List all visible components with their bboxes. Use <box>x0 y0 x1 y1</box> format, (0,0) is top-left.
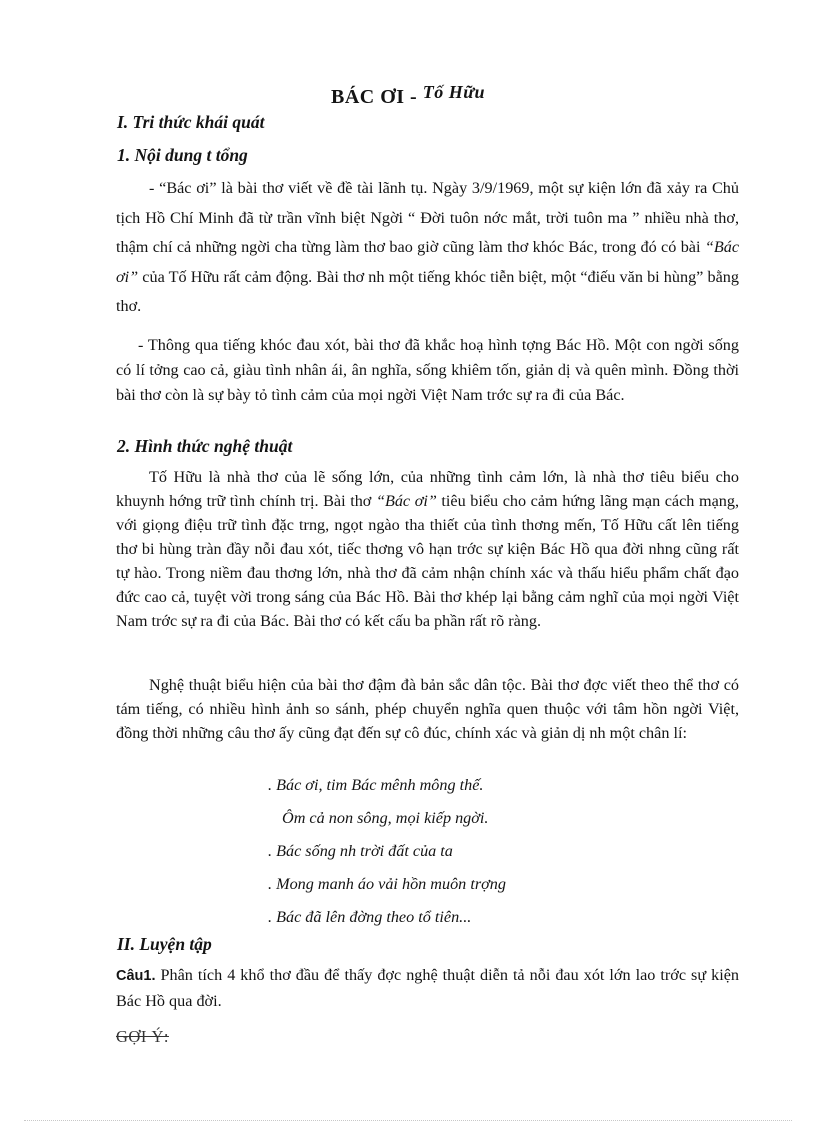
paragraph-intro <box>116 174 739 322</box>
hint-heading: GỢI Ý: <box>116 1027 169 1046</box>
paragraph-intro-quote: Bác ơi <box>166 179 210 197</box>
paragraph-art-1-quote: “Bác ơi” <box>375 492 437 510</box>
paragraph-intro-rest: ” là bài thơ viết về đề tài lãnh tụ. Ngày 3/9/1969, một sự kiện lớn đã xảy ra Chủ tịch Hồ Chí Minh đã từ trần vĩnh biệt Ngời “ Đời tuôn nớc mắt, trời tuôn ma ” nhiều nhà thơ, thậm chí cả những ngời cha từng làm thơ bao giờ cũng làm thơ khóc Bác, trong đó có bài <box>116 179 739 256</box>
paragraph-intro-lead: - “ <box>149 179 167 197</box>
paragraph-intro-quote2: “Bác ơi” <box>116 238 739 286</box>
title-main: BÁC ƠI - <box>330 86 418 108</box>
footer-divider <box>24 1120 792 1121</box>
page-title <box>0 82 816 109</box>
poem-line: . Bác ơi, tim Bác mênh mông thế. <box>268 776 484 794</box>
title-author: Tố Hữu <box>422 82 486 102</box>
subsection-heading-content: 1. Nội dung t tổng <box>117 145 248 165</box>
poem-excerpt <box>268 776 506 941</box>
poem-line: . Mong manh áo vải hồn muôn trợng <box>268 875 506 893</box>
exercise-label: Câu1. <box>116 968 156 984</box>
exercise-question <box>116 963 739 1014</box>
paragraph-art-1-b: tiêu biểu cho cảm hứng lãng mạn cách mạng, với giọng điệu trữ tình đặc trng, ngọt ngào tha thiết của tình thơng mến, Tố Hữu cất lên tiếng thơ bi hùng tràn đầy nỗi đau xót, tiếc thơng vô hạn trớc sự kiện Bác Hồ qua đời nhng cũng rất tự hào. Trong niềm đau thơng lớn, nhà thơ đã cảm nhận chính xác và thấu hiểu phẩm chất đạo đức cao cả, tuyệt vời trong sáng của Bác Hồ. Bài thơ khép lại bằng cảm nghĩ của mọi ngời Việt Nam trớc sự ra đi của Bác. Bài thơ có kết cấu ba phần rất rõ ràng. <box>116 492 739 630</box>
section-heading-2: II. Luyện tập <box>117 934 212 954</box>
poem-line: Ôm cả non sông, mọi kiếp ngời. <box>282 809 489 827</box>
poem-line: . Bác đã lên đờng theo tổ tiên... <box>268 908 472 926</box>
paragraph-art-1 <box>116 465 739 633</box>
subsection-heading-art: 2. Hình thức nghệ thuật <box>117 436 293 456</box>
poem-line: . Bác sống nh trời đất của ta <box>268 842 453 860</box>
paragraph-content: - Thông qua tiếng khóc đau xót, bài thơ đã khắc hoạ hình tợng Bác Hồ. Một con ngời sống có lí tởng cao cả, giàu tình nhân ái, ân nghĩa, sống khiêm tốn, giản dị và quên mình. Đồng thời bài thơ còn là sự bày tỏ tình cảm của mọi ngời Việt Nam trớc sự ra đi của Bác. <box>116 336 739 405</box>
section-heading-1: I. Tri thức khái quát <box>117 112 265 132</box>
exercise-text: Phân tích 4 khổ thơ đầu để thấy đợc nghệ thuật diễn tả nỗi đau xót lớn lao trớc sự kiện Bác Hồ qua đời. <box>116 966 739 1010</box>
paragraph-art-1-a: Tố Hữu là nhà thơ của lẽ sống lớn, của những tình cảm lớn, là nhà thơ tiêu biểu cho khuynh hớng trữ tình chính trị. Bài thơ <box>116 468 739 510</box>
paragraph-intro-tail: của Tố Hữu rất cảm động. Bài thơ nh một tiếng khóc tiễn biệt, một “điếu văn bi hùng” bằng thơ. <box>116 267 739 315</box>
paragraph-art-2: Nghệ thuật biểu hiện của bài thơ đậm đà bản sắc dân tộc. Bài thơ đợc viết theo thể thơ có tám tiếng, có nhiều hình ảnh so sánh, phép chuyển nghĩa quen thuộc với tâm hồn ngời Việt, đồng thời những câu thơ ấy cũng đạt đến sự cô đúc, chính xác và giản dị nh một chân lí: <box>116 676 739 742</box>
